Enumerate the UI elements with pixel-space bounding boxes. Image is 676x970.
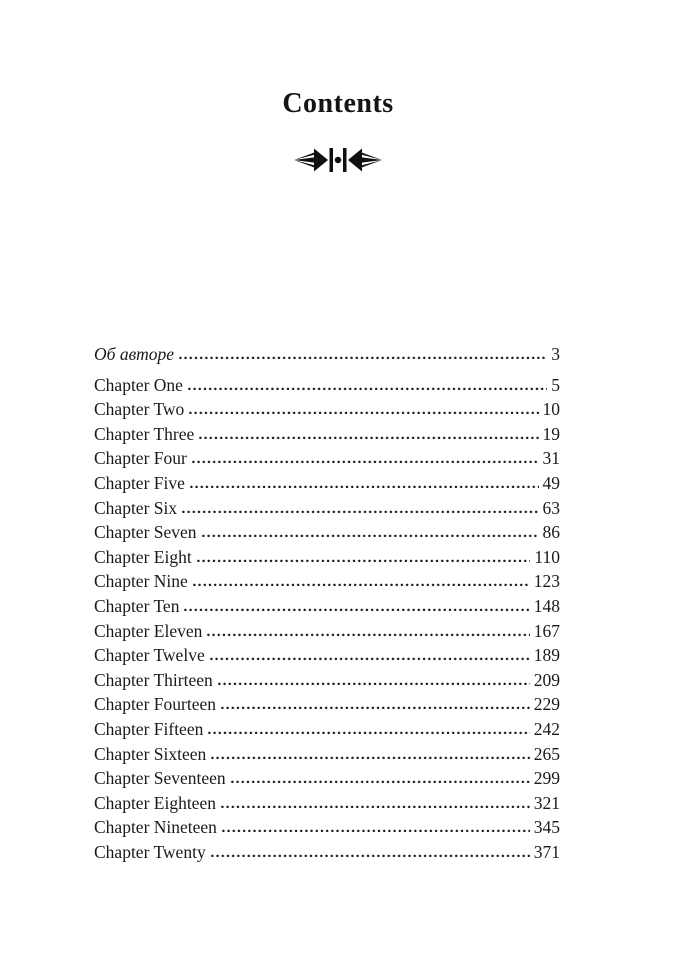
toc-entry-label: Chapter Twelve bbox=[94, 645, 205, 666]
toc-dot-leader bbox=[197, 559, 531, 563]
toc-entry-label: Chapter Four bbox=[94, 448, 187, 469]
toc-entry[interactable] bbox=[94, 446, 560, 471]
table-of-contents bbox=[94, 342, 560, 864]
toc-entry-page-number: 321 bbox=[533, 792, 560, 813]
toc-entry[interactable] bbox=[94, 668, 560, 693]
toc-entry-label: Chapter Thirteen bbox=[94, 669, 213, 690]
toc-dot-leader bbox=[190, 485, 539, 489]
toc-dot-leader bbox=[221, 706, 530, 710]
page-title: Contents bbox=[282, 88, 394, 119]
toc-dot-leader bbox=[179, 356, 547, 360]
toc-entry-page-number: 371 bbox=[533, 841, 560, 862]
toc-entry-page-number: 189 bbox=[533, 645, 560, 666]
toc-entry-page-number: 3 bbox=[551, 344, 560, 364]
toc-entry-page-number: 299 bbox=[533, 768, 560, 789]
toc-entry-label: Об авторе bbox=[94, 344, 175, 364]
toc-entry-page-number: 167 bbox=[533, 620, 560, 641]
toc-dot-leader bbox=[221, 805, 530, 809]
toc-entry[interactable] bbox=[94, 471, 560, 496]
toc-dot-leader bbox=[193, 583, 530, 587]
toc-entry-label: Chapter Seven bbox=[94, 522, 197, 543]
toc-dot-leader bbox=[207, 633, 529, 637]
toc-entry[interactable] bbox=[94, 619, 560, 644]
toc-entry-label: Chapter Fourteen bbox=[94, 694, 216, 715]
toc-entry-label: Chapter Ten bbox=[94, 595, 180, 616]
toc-entry-label: Chapter Two bbox=[94, 399, 185, 420]
toc-entry-label: Chapter Nine bbox=[94, 571, 188, 592]
toc-entry-page-number: 148 bbox=[533, 595, 560, 616]
toc-entry[interactable] bbox=[94, 840, 560, 865]
toc-entry[interactable] bbox=[94, 569, 560, 594]
toc-entry[interactable] bbox=[94, 545, 560, 570]
toc-entry[interactable] bbox=[94, 643, 560, 668]
toc-entry-page-number: 10 bbox=[542, 399, 560, 420]
toc-entry[interactable] bbox=[94, 594, 560, 619]
toc-entry[interactable] bbox=[94, 422, 560, 447]
toc-dot-leader bbox=[210, 657, 530, 661]
toc-entry-page-number: 49 bbox=[542, 472, 560, 493]
toc-entry-page-number: 345 bbox=[533, 817, 560, 838]
toc-entry[interactable] bbox=[94, 766, 560, 791]
toc-dot-leader bbox=[189, 411, 538, 415]
toc-entry-label: Chapter Twenty bbox=[94, 841, 206, 862]
toc-dot-leader bbox=[192, 460, 539, 464]
toc-dot-leader bbox=[202, 534, 539, 538]
toc-entry[interactable] bbox=[94, 520, 560, 545]
toc-entry-page-number: 86 bbox=[542, 522, 560, 543]
toc-entry-label: Chapter Eleven bbox=[94, 620, 203, 641]
toc-dot-leader bbox=[208, 731, 529, 735]
toc-entry-label: Chapter Three bbox=[94, 423, 195, 444]
toc-dot-leader bbox=[211, 756, 529, 760]
toc-entry-label: Chapter Fifteen bbox=[94, 718, 204, 739]
toc-entry-label: Chapter Eighteen bbox=[94, 792, 216, 813]
toc-entry-label: Chapter Nineteen bbox=[94, 817, 217, 838]
toc-dot-leader bbox=[188, 387, 547, 391]
toc-entry-page-number: 19 bbox=[542, 423, 560, 444]
toc-entry[interactable] bbox=[94, 692, 560, 717]
toc-entry-page-number: 110 bbox=[534, 546, 560, 567]
toc-entry[interactable] bbox=[94, 815, 560, 840]
toc-dot-leader bbox=[218, 682, 530, 686]
toc-entry[interactable] bbox=[94, 342, 560, 367]
toc-entry[interactable] bbox=[94, 373, 560, 398]
toc-entry-page-number: 63 bbox=[542, 497, 560, 518]
toc-entry[interactable] bbox=[94, 496, 560, 521]
toc-dot-leader bbox=[182, 510, 538, 514]
toc-dot-leader bbox=[222, 829, 530, 833]
toc-entry-label: Chapter Seventeen bbox=[94, 768, 226, 789]
toc-entry-page-number: 123 bbox=[533, 571, 560, 592]
toc-entry-label: Chapter One bbox=[94, 374, 183, 395]
fleuron-divider-icon bbox=[0, 146, 676, 176]
toc-entry[interactable] bbox=[94, 397, 560, 422]
toc-dot-leader bbox=[199, 436, 538, 440]
toc-entry-label: Chapter Five bbox=[94, 472, 185, 493]
toc-dot-leader bbox=[184, 608, 529, 612]
toc-entry[interactable] bbox=[94, 717, 560, 742]
toc-entry-page-number: 31 bbox=[542, 448, 560, 469]
toc-dot-leader bbox=[211, 854, 530, 858]
toc-entry-page-number: 5 bbox=[551, 374, 560, 395]
toc-entry-label: Chapter Eight bbox=[94, 546, 192, 567]
toc-entry-page-number: 242 bbox=[533, 718, 560, 739]
toc-entry-page-number: 209 bbox=[533, 669, 560, 690]
toc-entry[interactable] bbox=[94, 791, 560, 816]
toc-entry-label: Chapter Sixteen bbox=[94, 743, 207, 764]
toc-entry[interactable] bbox=[94, 742, 560, 767]
toc-entry-label: Chapter Six bbox=[94, 497, 178, 518]
toc-dot-leader bbox=[231, 780, 530, 784]
toc-entry-page-number: 229 bbox=[533, 694, 560, 715]
toc-entry-page-number: 265 bbox=[533, 743, 560, 764]
